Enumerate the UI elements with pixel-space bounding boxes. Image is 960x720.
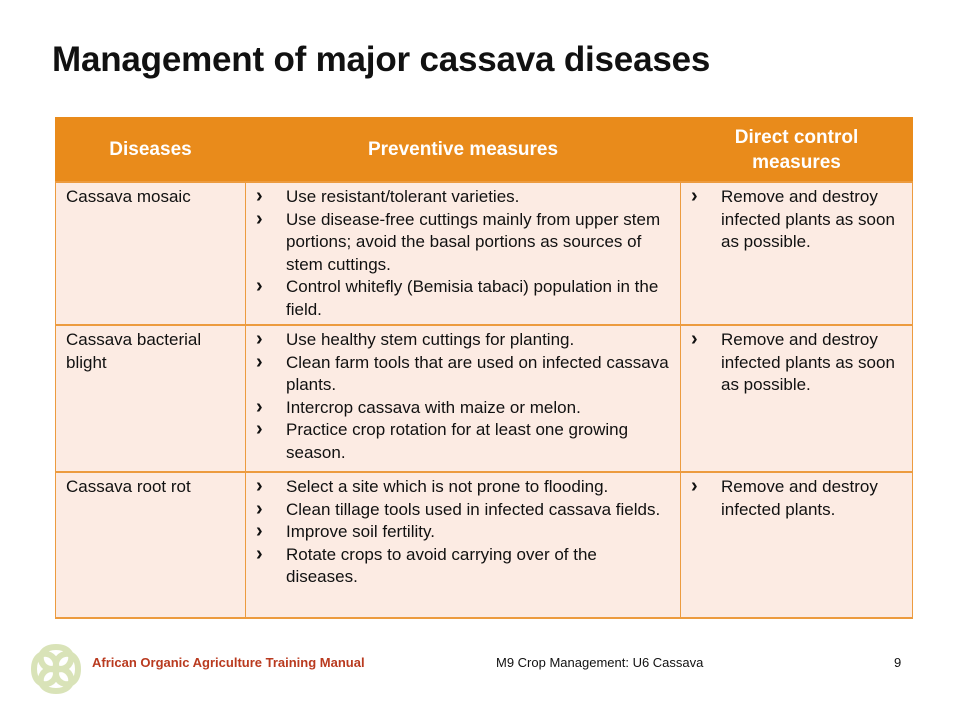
preventive-cell [246,472,681,618]
bullet-item: › Clean farm tools that are used on infected cassava plants. [256,352,670,397]
control-cell [681,472,913,618]
table-row [56,472,913,618]
bullet-item: › Clean tillage tools used in infected cassava fields. [256,499,670,522]
disease-name: Cassava root rot [56,472,246,618]
table-row [56,182,913,325]
preventive-cell [246,182,681,325]
bullet-item: › Practice crop rotation for at least one growing season. [256,419,670,464]
disease-name: Cassava bacterial blight [56,325,246,472]
table-header-row [56,118,913,183]
bullet-item: › Select a site which is not prone to flooding. [256,476,670,499]
disease-management-table [55,117,913,619]
bullet-item: › Use healthy stem cuttings for planting. [256,329,670,352]
bullet-item: › Control whitefly (Bemisia tabaci) population in the field. [256,276,670,321]
header-preventive: Preventive measures [246,118,681,183]
bullet-item: › Use resistant/tolerant varieties. [256,186,670,209]
bullet-item: › Remove and destroy infected plants as soon as possible. [691,329,902,397]
preventive-cell [246,325,681,472]
page-number: 9 [894,655,902,670]
footer-manual-title: African Organic Agriculture Training Manual [92,655,365,670]
control-cell [681,325,913,472]
bullet-item: › Intercrop cassava with maize or melon. [256,397,670,420]
slide-title: Management of major cassava diseases [52,40,711,79]
header-diseases: Diseases [56,118,246,183]
bullet-item: › Remove and destroy infected plants as soon as possible. [691,186,902,254]
disease-name: Cassava mosaic [56,182,246,325]
footer-module: M9 Crop Management: U6 Cassava [496,655,704,670]
control-cell [681,182,913,325]
bullet-item: › Remove and destroy infected plants. [691,476,902,521]
header-direct-control: Direct control measures [681,118,913,183]
knot-logo-icon [28,641,84,697]
bullet-item: › Rotate crops to avoid carrying over of the diseases. [256,544,670,589]
bullet-item: › Use disease-free cuttings mainly from upper stem portions; avoid the basal portions as sources of stem cuttings. [256,209,670,277]
table-row [56,325,913,472]
bullet-item: › Improve soil fertility. [256,521,670,544]
